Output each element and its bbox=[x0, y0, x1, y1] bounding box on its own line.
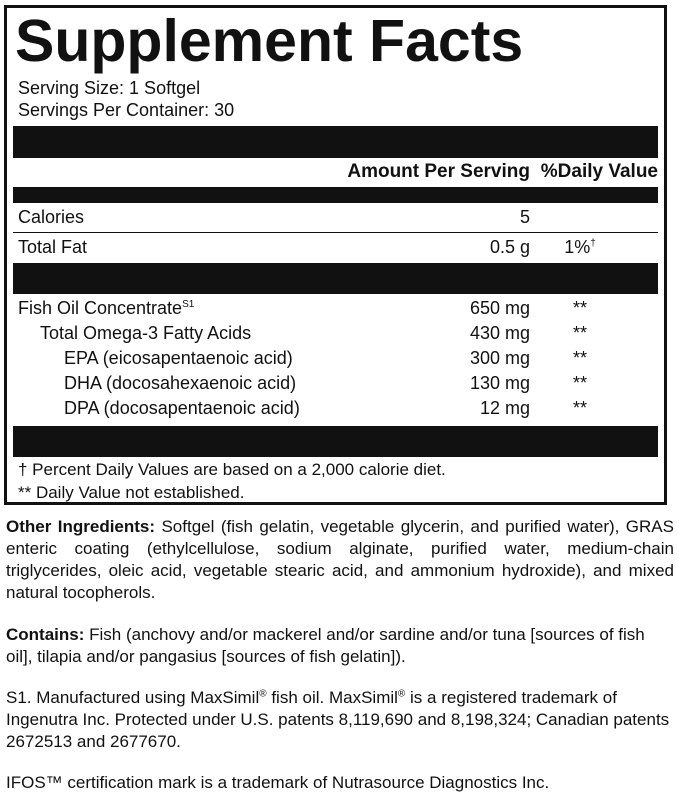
s1-footnote: S1. Manufactured using MaxSimil® fish oil. MaxSimil® is a registered trademark of Ingenutra Inc. Protected under U.S. patents 8,119,690 and 8,198,324; Canadian patents 2672513 and 2677670. bbox=[6, 688, 670, 751]
nutrient-amount: 650 mg bbox=[469, 298, 530, 318]
nutrient-row-dha bbox=[18, 371, 658, 395]
nutrient-amount: 0.5 g bbox=[489, 237, 530, 257]
daily-value: ** bbox=[572, 398, 587, 418]
thick-divider bbox=[13, 263, 658, 294]
contains-label: Contains: bbox=[6, 625, 85, 644]
nutrient-name: Calories bbox=[18, 207, 85, 227]
contains-statement bbox=[6, 624, 674, 668]
ifos-note: IFOS™ certification mark is a trademark of Nutrasource Diagnostics Inc. bbox=[6, 773, 550, 792]
nutrient-name: Fish Oil Concentrate$^{S1}$ bbox=[18, 298, 195, 318]
nutrient-amount: 430 mg bbox=[469, 323, 530, 343]
row-divider bbox=[13, 232, 658, 233]
nutrient-row-omega-3 bbox=[18, 321, 658, 345]
nutrient-amount: 12 mg bbox=[479, 398, 530, 418]
other-ingredients bbox=[6, 516, 674, 604]
nutrient-row-calories bbox=[18, 205, 658, 229]
footnote-daily-values: † Percent Daily Values are based on a 2,000 calorie diet. bbox=[18, 460, 446, 479]
medium-divider bbox=[13, 187, 658, 203]
supplement-facts-panel bbox=[4, 5, 667, 505]
servings-per-container: Servings Per Container: 30 bbox=[18, 100, 235, 120]
nutrient-name: DPA (docosapentaenoic acid) bbox=[64, 398, 300, 418]
nutrient-name: Total Fat bbox=[18, 237, 88, 257]
nutrient-amount: 5 bbox=[519, 207, 530, 227]
nutrient-row-dpa bbox=[18, 396, 658, 420]
header-daily-value: %Daily Value bbox=[540, 161, 658, 182]
other-ingredients-text: Softgel (fish gelatin, vegetable glycerin, and purified water), GRAS enteric coating (ethylcellulose, sodium alginate, purified water, medium-chain triglycerides, oleic acid, vegetable stearic acid, and ammonium hydroxide), and mixed natural tocopherols. bbox=[6, 517, 674, 602]
footnote-not-established: ** Daily Value not established. bbox=[18, 483, 245, 502]
thick-divider bbox=[13, 126, 658, 158]
other-ingredients-label: Other Ingredients: bbox=[6, 517, 156, 536]
nutrient-name: DHA (docosahexaenoic acid) bbox=[64, 373, 297, 393]
header-amount-per-serving: Amount Per Serving bbox=[347, 161, 530, 182]
nutrient-name: Total Omega-3 Fatty Acids bbox=[40, 323, 252, 343]
daily-value: ** bbox=[572, 348, 587, 368]
nutrient-name: EPA (eicosapentaenoic acid) bbox=[64, 348, 293, 368]
daily-value: ** bbox=[572, 323, 587, 343]
thick-divider bbox=[13, 426, 658, 457]
nutrient-amount: 300 mg bbox=[469, 348, 530, 368]
daily-value: ** bbox=[572, 298, 587, 318]
serving-size: Serving Size: 1 Softgel bbox=[18, 78, 201, 98]
contains-text: Fish (anchovy and/or mackerel and/or sardine and/or tuna [sources of fish oil], tilapia and/or pangasius [sources of fish gelatin]). bbox=[6, 625, 645, 666]
nutrient-row-total-fat bbox=[18, 235, 658, 259]
daily-value: ** bbox=[572, 373, 587, 393]
nutrient-amount: 130 mg bbox=[469, 373, 530, 393]
panel-title: Supplement Facts bbox=[15, 8, 524, 74]
nutrient-row-fish-oil bbox=[18, 296, 658, 320]
daily-value: 1%† bbox=[564, 237, 596, 257]
nutrient-row-epa bbox=[18, 346, 658, 370]
